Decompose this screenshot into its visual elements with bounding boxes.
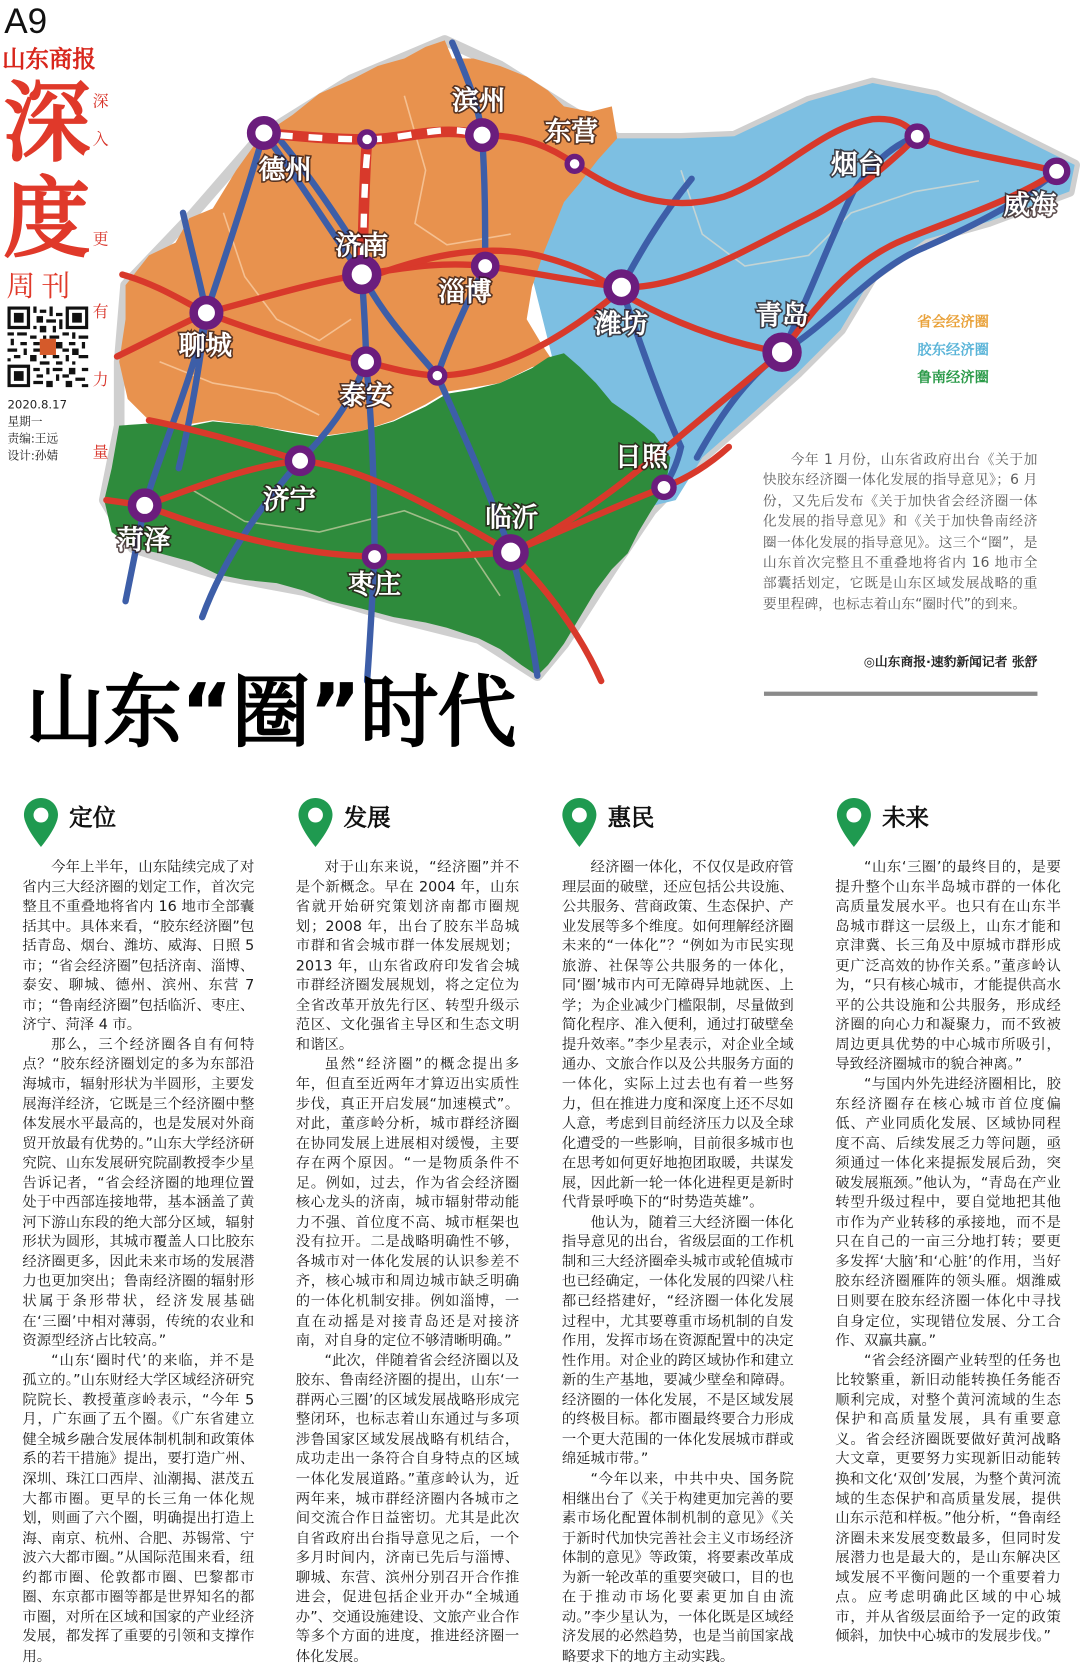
node-zaozhuang (365, 547, 384, 566)
section-subtitle: 周刊 (6, 270, 77, 304)
page-headline: 山东“圈”时代 (25, 667, 516, 759)
node-yantai (908, 127, 927, 146)
paragraph: “今年以来，中共中央、国务院相继出台了《关于构建更加完善的要素市场化配置体制机制的意见》《关于新时代加快完善社会主义市场经济体制的意见》等政策，将要素改革成为新一轮改革的重要突破口，目的也在于推动市场化要素更加自由流动。”李少星认为，一体化既是区域经济发展的必然趋势，也是当前国家战略要求下的地方主动实践。 (561, 1470, 794, 1666)
slogan-char: 力 (92, 370, 109, 390)
node-weihai (1046, 161, 1067, 182)
city-label-heze: 菏泽 (117, 525, 171, 557)
paragraph: 对于山东来说，“经济圈”并不是个新概念。早在 2004 年，山东省就开始研究策划济南都市圈规划；2008 年，出台了胶东半岛城市群和省会城市群一体发展规划；2013 年，山东省政府印发省会城市群经济圈发展规划，将之定位为全省改革开放先行区、转型升级示范区、文化强省主导区和生态文明和谐区。 (295, 858, 520, 1054)
city-label-zaozhuang: 枣庄 (347, 569, 402, 601)
paragraph: 经济圈一体化，不仅仅是政府管理层面的破壁，还应包括公共设施、公共服务、营商政策、生态保护、产业发展等多个维度。如何理解经济圈未来的“一体化”？“例如为市民实现旅游、社保等公共服务的一体化，同‘圈’城市内可无障碍异地就医、上学；为企业减少门槛限制，尽量做到简化程序、准入便利，通过打破壁垒提升效率。”李少星表示，对企业全域通办、文旅合作以及公共服务方面的一体化，实际上过去也有着一些努力，但在推进力度和深度上还不尽如人意，考虑到目前经济压力以及全球化遭受的一些影响，目前很多城市也在思考如何更好地抱团取暖，共谋发展，因此新一轮一体化进程更是新时代背景呼唤下的“时势造英雄”。 (561, 858, 794, 1212)
editor-credit: 责编:王远 (7, 432, 59, 446)
paragraph: “此次，伴随着省会经济圈以及胶东、鲁南经济圈的提出，山东‘一群两心三圈’的区域发展战略形成完整闭环，也标志着山东通过与多项涉鲁国家区域发展战略有机结合，成功走出一条符合自身特点的区域一体化发展道路。”董彦岭认为，近两年来，城市群经济圈内各城市之间交流合作日益密切。尤其是此次自省政府出台指导意见之后，一个多月时间内，济南已先后与淄博、聊城、东营、滨州分别召开合作推进会，促进包括企业开办“全城通办”、交通设施建设、文旅产业合作等多个方面的进度，推进经济圈一体化发展。 (295, 1352, 520, 1666)
paragraph: “山东‘圈时代’的来临，并不是孤立的。”山东财经大学区域经济研究院院长、教授董彦岭表示，“今年 5 月，广东画了五个圈。《广东省建立健全城乡融合发展体制机制和政策体系的若干措施》提出，要打造广州、深圳、珠江口西岸、汕潮揭、湛茂五大都市圈。更早的长三角一体化规划，则画了六个圈，明确提出打造上海、南京、杭州、合肥、苏锡常、宁波六大都市圈。”从国际范围来看，纽约都市圈、伦敦都市圈、巴黎都市圈、东京都市圈等都是世界知名的都市圈，对所在区域和国家的产业经济发展，都发挥了重要的引领和支撑作用。 (22, 1352, 255, 1666)
legend-lunan: 鲁南经济圈 (917, 369, 990, 387)
slogan-char: 深 (92, 91, 109, 111)
legend-jiaodong: 胶东经济圈 (917, 341, 990, 359)
paragraph: 虽然“经济圈”的概念提出多年，但直至近两年才算迈出实质性步伐，真正开启发展“加速模式”。对此，董彦岭分析，城市群经济圈在协同发展上进展相对缓慢，主要存在两个原因。“一是物质条件不足。例如，过去，作为省会经济圈核心龙头的济南，城市辐射带动能力不强、首位度不高、城市框架也没有拉开。二是战略明确性不够，各城市对一体化发展的认识参差不齐，核心城市和周边城市缺乏明确的一体化机制安排。例如淄博，一直在动摇是对接青岛还是对接济南，对自身的定位不够清晰明确。” (295, 1056, 520, 1350)
section-title: 发展 (343, 805, 391, 833)
paragraph: 今年上半年，山东陆续完成了对省内三大经济圈的划定工作，首次完整且不重叠地将省内 16 地市全部囊括其中。具体来看，“胶东经济圈”包括青岛、烟台、潍坊、威海、日照 5 市；“省会经济圈”包括济南、淄博、泰安、聊城、德州、滨州、东营 7 市；“鲁南经济圈”包括临沂、枣庄、济宁、菏泽 4 市。 (22, 858, 255, 1034)
page-number: A9 (4, 1, 48, 41)
node-laiwu (430, 368, 445, 383)
designer-credit: 设计:孙婧 (7, 449, 59, 463)
node-weifang (608, 273, 636, 301)
article-column-3 (562, 858, 794, 1667)
section-title: 未来 (882, 805, 929, 833)
section-title-char-2: 度 (3, 169, 91, 271)
slogan-char: 有 (92, 302, 109, 322)
issue-date: 2020.8.17 (7, 397, 68, 412)
city-label-dongying: 东营 (544, 116, 598, 148)
node-linyi (497, 538, 525, 566)
location-pin-icon (298, 798, 333, 847)
qr-code (7, 306, 88, 387)
city-label-weifang: 潍坊 (594, 309, 648, 341)
section-heading-development (298, 798, 511, 849)
slogan-char: 入 (92, 129, 109, 149)
paragraph: “与国内外先进经济圈相比，胶东经济圈存在核心城市首位度偏低、产业同质化发展、区域协同程度不高、后续发展乏力等问题，亟须通过一体化来提振发展后劲，突破发展瓶颈。”他认为，“青岛在产业转型升级过程中，要自觉地把其他市作为产业转移的承接地，而不是只在自己的一亩三分地打转；要更多发挥‘大脑’和‘心脏’的作用，当好胶东经济圈雁阵的领头雁。烟潍威日则要在胶东经济圈一体化中寻找自身定位，实现错位发展、分工合作、双赢共赢。” (835, 1075, 1061, 1350)
city-label-rizhao: 日照 (615, 442, 669, 474)
location-pin-icon (836, 798, 871, 847)
node-dezhou (251, 120, 277, 146)
city-label-taian: 泰安 (339, 380, 393, 412)
section-title: 定位 (69, 805, 116, 833)
city-label-dezhou: 德州 (258, 154, 312, 186)
node-heze (132, 493, 158, 519)
paragraph: “山东‘三圈’的最终目的，是要提升整个山东半岛城市群的一体化高质量发展水平。也只有在山东半岛城市群这一层级上，山东才能和京津冀、长三角及中原城市群形成更广泛高效的协作关系。”董彦岭认为，“只有核心城市，才能提供高水平的公共设施和公共服务，形成经济圈的向心力和凝聚力，而不致被周边更具优势的中心城市所吸引，导致经济圈城市的貌合神离。” (835, 858, 1061, 1074)
city-label-binzhou: 滨州 (452, 85, 506, 117)
paragraph: “省会经济圈产业转型的任务也比较繁重，新旧动能转换任务能否顺利完成，对整个黄河流域的生态保护和高质量发展，具有重要意义。省会经济圈既要做好黄河战略大文章，更要努力实现新旧动能转换和文化‘双创’发展，为整个黄河流域的生态保护和高质量发展，提供山东示范和样板。”他分析，“鲁南经济圈未来发展变数最多，但同时发展潜力也是最大的，是山东解决区域发展不平衡问题的一个重要着力点。应考虑明确此区域的中心城市，并从省级层面给予一定的政策倾斜，加快中心城市的发展步伐。” (835, 1352, 1061, 1646)
map-caption: 今年 1 月份，山东省政府出台《关于加快胶东经济圈一体化发展的指导意见》；6 月份，又先后发布《关于加快省会经济圈一体化发展的指导意见》和《关于加快鲁南经济圈一体化发展的指导意见》。这三个“圈”，是山东首次完整且不重叠地将省内 16 地市全部囊括划定，它既是山东区域发展战略的重要里程碑，也标志着山东“圈时代”的到来。 (762, 452, 1038, 613)
city-label-yantai: 烟台 (831, 149, 885, 181)
node-rizhao (654, 478, 673, 497)
section-heading-positioning (23, 798, 236, 849)
location-pin-icon (23, 798, 58, 847)
section-heading-benefit-people (562, 798, 775, 849)
city-label-weihai: 威海 (1003, 189, 1057, 221)
byline-divider (764, 692, 1037, 696)
node-dongying (567, 156, 582, 171)
article-column-4 (835, 858, 1061, 1647)
city-label-liaocheng: 聊城 (178, 330, 232, 362)
section-title-char-1: 深 (3, 73, 91, 175)
city-label-linyi: 临沂 (485, 502, 539, 534)
node-liaocheng (194, 300, 220, 326)
legend-shenghui: 省会经济圈 (917, 313, 990, 331)
issue-weekday: 星期一 (7, 414, 43, 429)
node-jining (288, 449, 311, 472)
paper-name: 山东商报 (2, 46, 96, 74)
paragraph: 他认为，随着三大经济圈一体化指导意见的出台，省级层面的工作机制和三大经济圈牵头城市或轮值城市也已经确定，一体化发展的四梁八柱都已经搭建好，“经济圈一体化发展过程中，尤其要尊重市场机制的自发作用，发挥市场在资源配置中的决定性作用。对企业的跨区域协作和建立新的生产基地，要减少壁垒和障碍。经济圈的一体化发展，不是区域发展的终极目标。都市圈最终要合力形成一个更大范围的一体化发展城市群或绵延城市带。” (561, 1213, 794, 1468)
city-label-zibo: 淄博 (438, 277, 492, 309)
slogan-char: 更 (92, 229, 109, 249)
node-binzhou (469, 122, 495, 148)
node-qingdao (767, 337, 797, 367)
byline: ◎山东商报·速豹新闻记者 张舒 (863, 654, 1038, 670)
slogan-char: 量 (92, 442, 109, 462)
node-zibo (475, 255, 496, 276)
article-column-1 (22, 858, 254, 1667)
node-transfer (360, 132, 375, 147)
section-heading-future (836, 798, 1049, 849)
city-label-jining: 济宁 (262, 484, 317, 516)
city-label-qingdao: 青岛 (755, 300, 809, 332)
node-jinan (347, 260, 377, 290)
location-pin-icon (562, 798, 597, 847)
section-title: 惠民 (607, 805, 655, 833)
article-column-2 (296, 858, 519, 1667)
city-label-jinan: 济南 (335, 230, 389, 262)
paragraph: 那么，三个经济圈各自有何特点？“胶东经济圈划定的多为东部沿海城市，辐射形状为半圆形，主要发展海洋经济，它既是三个经济圈中整体发展水平最高的，也是发展对外商贸开放最有优势的。”山东大学经济研究院、山东发展研究院副教授李少星告诉记者，“省会经济圈的地理位置处于中西部连接地带，基本涵盖了黄河下游山东段的绝大部分区域，辐射形状为圆形，其城市覆盖人口比胶东经济圈更多，因此未来市场的发展潜力也更加突出；鲁南经济圈的辐射形状属于条形带状，经济发展基础在‘三圈’中相对薄弱，传统的农业和资源型经济占比较高。” (22, 1036, 255, 1350)
node-taian (354, 350, 377, 373)
